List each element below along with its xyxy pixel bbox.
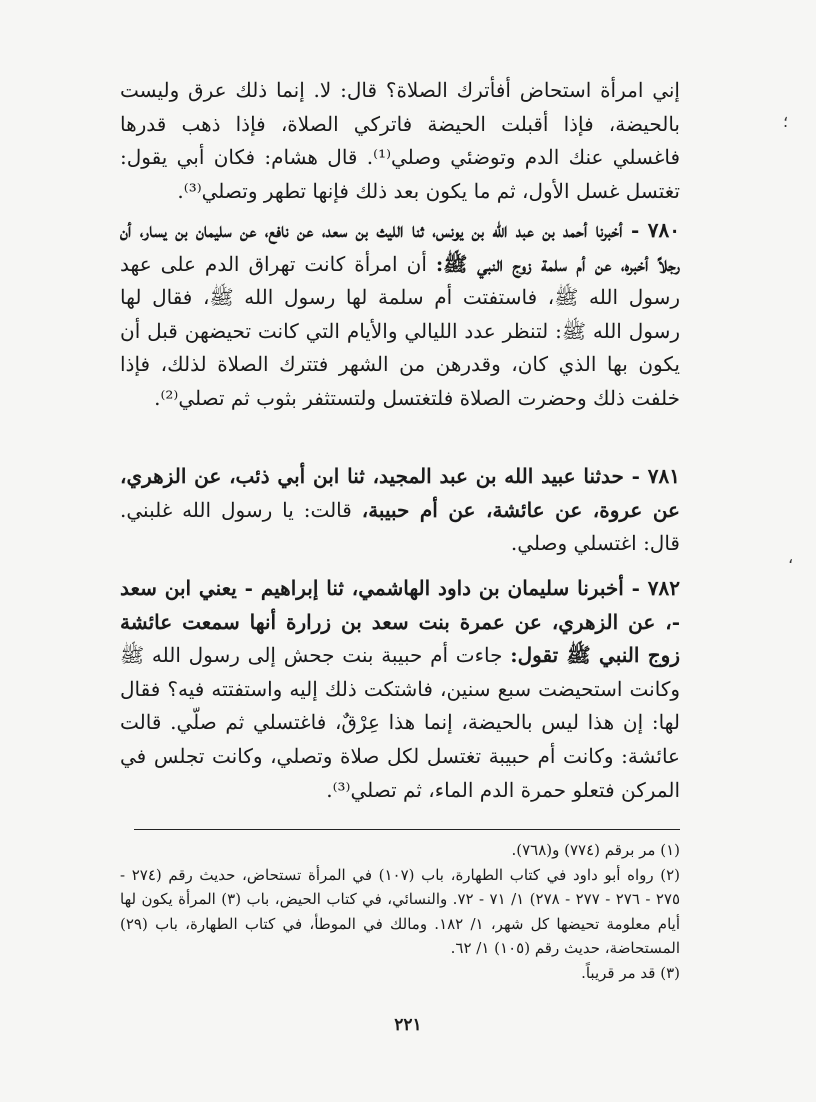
hadith-782 [120, 572, 680, 807]
hadith-text: قالت: يا رسول الله غلبني. قال: اغتسلي وصلي. [120, 497, 680, 556]
margin-mark: ، [788, 548, 794, 567]
isnad-chain: أخبرنا سليمان بن داود الهاشمي، ثنا إبراهيم - يعني ابن سعد -، عن الزهري، عن عمرة بنت سعد بن زرارة أنها سمعت عائشة زوج النبي ﷺ تقول: [120, 576, 680, 668]
hadith-number: ٧٨١ - [623, 464, 680, 488]
continued-paragraph: إني امرأة استحاض أفأترك الصلاة؟ قال: لا. إنما ذلك عرق وليست بالحيضة، فإذا أقبلت الحيضة فاتركي الصلاة، فإذا ذهب قدرها فاغسلي عنك الدم وتوضئي وصلي⁽¹⁾. قال هشام: فكان أبي يقول: تغتسل غسل الأول، ثم ما يكون بعد ذلك فإنها تطهر وتصلي⁽³⁾. [120, 78, 681, 203]
hadith-number: ٧٨٢ - [623, 576, 680, 600]
isnad-chain: أخبرنا أحمد بن عبد الله بن يونس، ثنا الليث بن سعد، عن نافع، عن سليمان بن يسار، أن رجلاً أخبره، عن أم سلمة زوج النبي ﷺ: [120, 218, 680, 276]
footnote: (١) مر برقم (٧٧٤) و(٧٦٨). [511, 841, 680, 859]
hadith-text: جاءت أم حبيبة بنت جحش إلى رسول الله ﷺ وكانت استحيضت سبع سنين، فاشتكت ذلك إليه واستفتته فيه؟ فقال لها: إن هذا ليس بالحيضة، إنما هذا عِرْقٌ، فاغتسلي ثم صلّي. قالت عائشة: وكانت أم حبيبة تغتسل لكل صلاة وتصلي، وكانت تجلس في المركن فتعلو حمرة الدم الماء، ثم تصلي⁽³⁾. [120, 643, 680, 802]
footnote-divider [134, 829, 680, 830]
footnote: (٢) رواه أبو داود في كتاب الطهارة، باب (١٠٧) في المرأة تستحاض، حديث رقم (٢٧٤ - ٢٧٥ - ٢٧٦ - ٢٧٧ - ٢٧٨) ١/ ٧١ - ٧٢. والنسائي، في كتاب الحيض، باب (٣) المرأة يكون لها أيام معلومة تحيضها كل شهر، ١/ ١٨٢. ومالك في الموطأ، في كتاب الطهارة، باب (٢٩) المستحاضة، حديث رقم (١٠٥) ١/ ٦٢. [120, 865, 681, 958]
page-number: ٢٢١ [394, 1015, 422, 1035]
footnotes [120, 838, 680, 986]
hadith-number: ٧٨٠ - [622, 218, 680, 242]
hadith-780 [120, 214, 680, 416]
footnote: (٣) قد مر قريباً. [581, 963, 680, 982]
hadith-781 [120, 460, 680, 561]
hadith-text: أن امرأة كانت تهراق الدم على عهد رسول الله ﷺ، فاستفتت أم سلمة لها رسول الله ﷺ، فقال لها رسول الله ﷺ: لتنظر عدد الليالي والأيام التي كانت تحيضهن قبل أن يكون بها الذي كان، وقدرهن من الشهر فتترك الصلاة لذلك، فإذا خلفت ذلك وحضرت الصلاة فلتغتسل ولتستثفر بثوب ثم تصلي⁽²⁾. [120, 251, 680, 410]
isnad-chain: حدثنا عبيد الله بن عبد المجيد، ثنا ابن أبي ذئب، عن الزهري، عن عروة، عن عائشة، عن أم حبيبة، [120, 464, 680, 522]
margin-mark: ؛ [783, 112, 789, 131]
